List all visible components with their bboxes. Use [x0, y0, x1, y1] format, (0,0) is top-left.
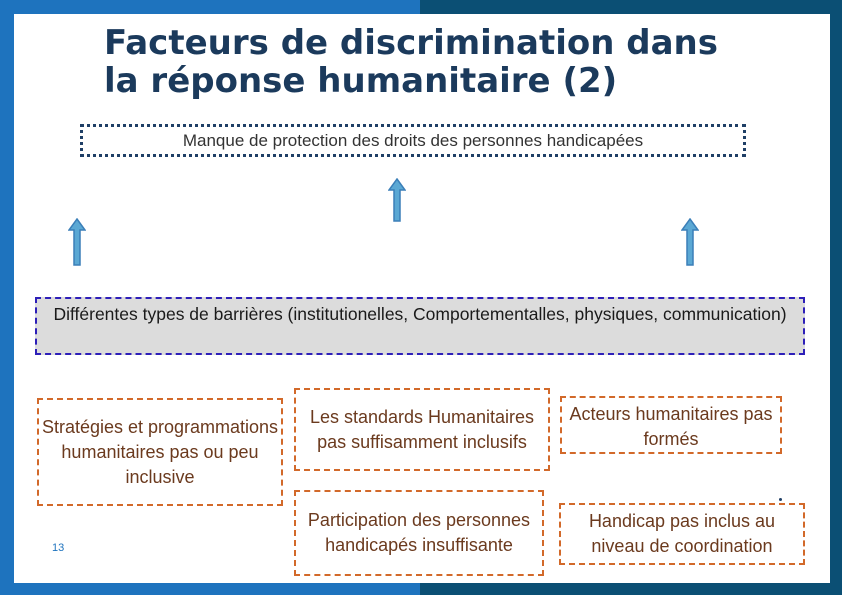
slide-title-line-1: Facteurs de discrimination dans [104, 23, 718, 63]
slide-title [104, 24, 784, 100]
frame-bottom-right-band [420, 583, 842, 595]
up-arrow-center-icon [388, 178, 406, 222]
frame-left-band [0, 0, 14, 595]
factor-strategies-box [37, 398, 283, 506]
frame-top-left-band [0, 0, 420, 14]
factor-coordination-text: Handicap pas inclus au niveau de coordination [588, 511, 776, 556]
factor-acteurs-text: Acteurs humanitaires pas formés [569, 404, 773, 449]
slide-title-line-2: la réponse humanitaire (2) [104, 61, 618, 101]
frame-bottom-left-band [0, 583, 420, 595]
up-arrow-right-icon [681, 218, 699, 266]
factor-coordination-box [559, 503, 805, 565]
barriers-box: Différentes types de barrières (institutionelles, Comportementalles, physiques, communication) [35, 297, 805, 355]
factor-strategies-text: Stratégies et programmations humanitaires pas ou peu inclusive [41, 416, 279, 487]
factor-standards-text: Les standards Humanitaires pas suffisamment inclusifs [309, 406, 535, 452]
frame-top-right-band [420, 0, 842, 14]
factor-participation-box [294, 490, 544, 576]
decorative-dot [779, 498, 782, 501]
frame-right-band [830, 0, 842, 595]
factor-standards-box [294, 388, 550, 471]
up-arrow-left-icon [68, 218, 86, 266]
page-number: 13 [52, 542, 65, 554]
factor-participation-text: Participation des personnes handicapés insuffisante [307, 510, 531, 555]
protection-gap-box: Manque de protection des droits des personnes handicapées [80, 124, 746, 157]
factor-acteurs-box [560, 396, 782, 454]
